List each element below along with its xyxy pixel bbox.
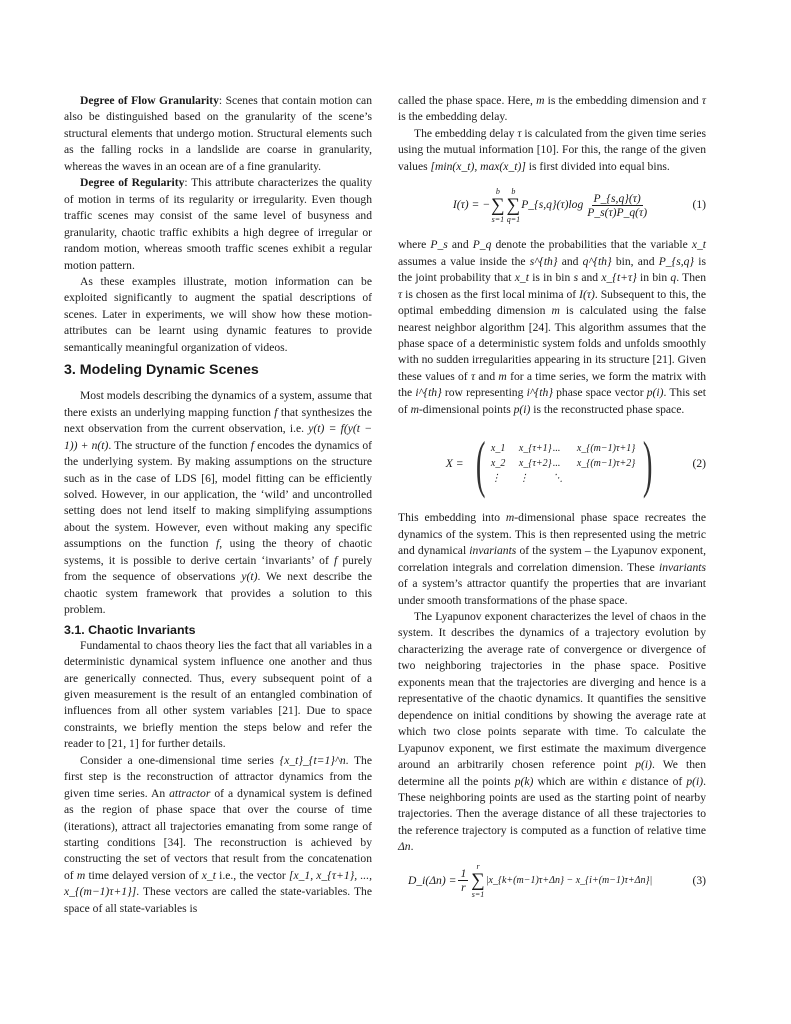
right-column xyxy=(398,93,706,904)
matrix-cell: x_{τ+1} xyxy=(518,443,552,455)
paragraph-chaos-theory: Fundamental to chaos theory lies the fact that all variables in a deterministic dynamical system influence one another and thus are generically connected. Thus, every subsequent point of a given measurement is the result of an entangled combination of influences from all other system variables [21]. Due to space constraints, we briefly mention the steps below and refer the reader to [21, 1] for further details. xyxy=(64,638,372,751)
equation-1-mutual-information: I(τ) = − b ∑ s=1 b ∑ q=1 P_{s,q}(τ)log $\frac{P\_\{s,q\}(\tau)}{P\_s(\tau)P\_q(\tau)}$ (1) xyxy=(452,186,706,224)
paragraph-mapping-function: Most models describing the dynamics of a system, assume that there exists an underlying mapping function f that synthesizes the next observation from the current observation, i.e. y(t) = f(y(t − 1)) + n(t). The structure of the function f encodes the dynamics of the underlying system. By making assumptions on the structure such as in the case of LDS [6], model fitting can be efficiently solved. However, in our application, the ‘wild’ and uncontrolled setting does not lend itself to making simplifying assumptions about the system. However, even without making any specific assumptions on the function f, using the theory of chaotic systems, it is possible to derive certain ‘invariants’ of f purely from the sequence of observations y(t). We next describe the chaotic system framework that provides a solution to this problem. xyxy=(64,389,372,617)
matrix-cell: ⋮ xyxy=(490,473,501,485)
paragraph-embedding-delay: The embedding delay τ is calculated from the given time series using the mutual information [10]. For this, the range of the given values [min(x_t), max(x_t)] is first divided into equal bins. xyxy=(398,126,706,173)
sum-symbol-q: b ∑ q=1 xyxy=(506,186,521,224)
matrix-cell: x_{(m−1)τ+2} xyxy=(576,458,636,470)
matrix-cell: x_{τ+2} xyxy=(518,458,552,470)
matrix-grid xyxy=(491,442,637,486)
equation-3-divergence: D_i(Δn) = $\frac{1}{r}$ r ∑ s=1 |x_{k+(m−1)τ+Δn} − x_{i+(m−1)τ+Δn}| (3) xyxy=(408,862,706,900)
paragraph-probabilities: where P_s and P_q denote the probabilities that the variable x_t assumes a value inside the s^{th} and q^{th} bin, and P_{s,q} is the joint probability that x_t is in bin s and x_{t+τ} in bin q. Then τ is chosen as the first local minima of I(τ). Subsequent to this, the optimal embedding dimension m is calculated using the false nearest neighbor algorithm [24]. This algorithm assumes that the phase space of a deterministic system folds and unfolds smoothly with no sudden irregularities appearing in its structure [21]. Given these values of τ and m for a time series, we form the matrix with the i^{th} row representing i^{th} phase space vector p(i). This set of m-dimensional points p(i) is the reconstructed phase space. xyxy=(398,238,707,416)
paragraph-regularity: Degree of Regularity: This attribute characterizes the quality of motion in terms of its regularity or irregularity. Even though traffic scenes may consist of the same level of busyness and granularity, chaotic traffic exhibits a high degree of irregular or random motion, whereas smooth traffic scenes exhibit a regular motion pattern. xyxy=(64,176,372,272)
paragraph-phase-space: called the phase space. Here, m is the embedding dimension and τ is the embedding delay. xyxy=(398,94,706,124)
sum-symbol-s: b ∑ s=1 xyxy=(491,186,505,224)
paragraph-time-series: Consider a one-dimensional time series {x_t}_{t=1}^n. The first step is the reconstruction of attractor dynamics from the given time series. An attractor of a dynamical system is defined as the region of phase space that over the course of time (iterations), attract all trajectories emanating from some range of starting conditions [34]. The reconstruction is achieved by constructing the set of vectors that result from the concatenation of m time delayed version of x_t i.e., the vector [x_1, x_{τ+1}, ..., x_{(m−1)τ+1}]. These vectors are called the state-variables. The space of all state-variables is xyxy=(64,753,372,915)
matrix-cell: ... xyxy=(552,458,561,470)
paragraph-lyapunov-exponent: The Lyapunov exponent characterizes the level of chaos in the system. It describes the dynamics of a trajectory evolution by characterizing the average rate of convergence or divergence of two neighboring trajectories in the phase space. Positive exponents mean that the trajectories are diverging and hence is a representative of the chaotic dynamics. It quantifies the sensitive dependence on initial conditions by showing the average rate at which two close points separate with time. To calculate the Lyapunov exponent, we first estimate the maximum divergence around an arbitrarily chosen reference point p(i). We then determine all the points p(k) which are within ϵ distance of p(i). These neighboring points are used as the starting point of nearby trajectories. Then the average distance of all these trajectories to the reference trajectory is computed as a function of relative time Δn. xyxy=(398,609,706,854)
matrix-cell: ⋱ xyxy=(552,473,563,485)
matrix-x: ( x_1 x_{τ+1} ... x_{(m−1)τ+1} x_2 x_{τ+2} ... x_{(m−1)τ+2} ⋮ ⋮ ⋱ ) xyxy=(475,428,653,500)
matrix-cell: ... xyxy=(552,443,561,455)
matrix-cell: x_{(m−1)τ+1} xyxy=(576,443,636,455)
matrix-cell: x_2 xyxy=(490,458,506,470)
equation-2-embedding-matrix: X = ( x_1 x_{τ+1} ... x_{(m−1)τ+1} x_2 x_{τ+2} ... x_{(m−1)τ+2} ⋮ ⋮ ⋱ ) (2) xyxy=(445,428,706,500)
term-flow-granularity: Degree of Flow Granularity xyxy=(80,94,219,107)
paragraph-flow-granularity: Degree of Flow Granularity: Scenes that contain motion can also be distinguished based on the granularity of the scene’s structural elements that undergo motion. Structural elements such as the falling rocks in a landslide are coarse in granularity, whereas the waves in an ocean are of a fine granularity. xyxy=(64,94,372,173)
paragraph-embedding-invariants: This embedding into m-dimensional phase space recreates the dynamics of the system. This is then represented using the metric and dynamical invariants of the system – the Lyapunov exponent, correlation integrals and correlation dimension. These invariants of a system’s attractor quantify the properties that are invariant under smooth transformations of the phase space. xyxy=(398,511,706,607)
sum-symbol-r: r ∑ s=1 xyxy=(471,862,485,900)
left-column xyxy=(64,93,372,917)
matrix-cell xyxy=(577,472,637,486)
subsection-heading-chaotic-invariants: 3.1. Chaotic Invariants xyxy=(64,622,196,637)
paragraph-examples: As these examples illustrate, motion information can be exploited significantly to augment the spatial descriptions of scenes. Later in experiments, we will show how these motion-attributes can be learnt using dynamic features to provide semantically meaningful organization of videos. xyxy=(64,274,372,354)
equation-number-2: (2) xyxy=(692,457,706,471)
term-regularity: Degree of Regularity xyxy=(80,176,185,190)
equation-number-1: (1) xyxy=(692,198,706,212)
section-heading-modeling-dynamic-scenes: 3. Modeling Dynamic Scenes xyxy=(64,362,259,379)
matrix-cell: x_1 xyxy=(490,443,506,455)
matrix-cell: ⋮ xyxy=(518,473,529,485)
equation-number-3: (3) xyxy=(692,873,706,887)
